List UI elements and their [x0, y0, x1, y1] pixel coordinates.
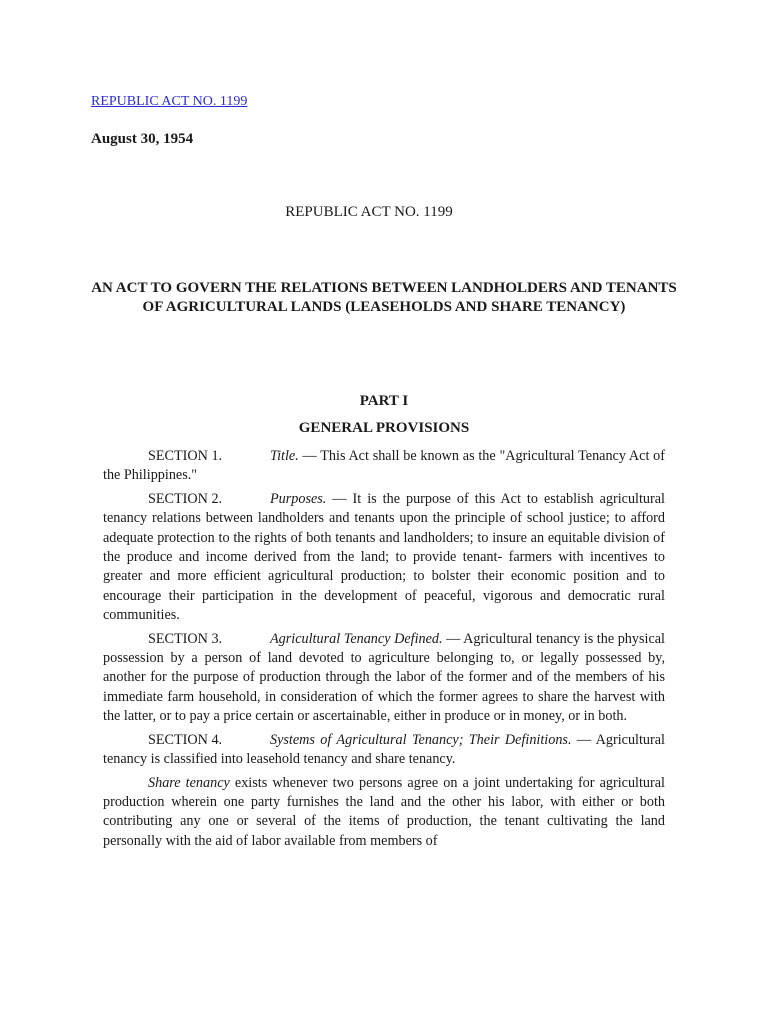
section-3-paragraph [103, 630, 665, 727]
section-3-label: SECTION 3. [148, 630, 223, 647]
act-date: August 30, 1954 [91, 131, 194, 147]
act-number-heading: REPUBLIC ACT NO. 1199 [285, 204, 453, 220]
part-title: GENERAL PROVISIONS [298, 420, 470, 436]
share-tenancy-text: exists whenever two persons agree on a joint undertaking for agricultural production wherein one party furnishes the land and the other his labor, with either or both contributing any one or several of the items of production, the tenant cultivating the land personally with the aid of labor available from members of [103, 774, 665, 849]
section-4-paragraph [103, 731, 665, 770]
share-tenancy-term: Share tenancy [148, 774, 230, 791]
share-tenancy-paragraph [103, 774, 665, 852]
section-2-paragraph [103, 490, 665, 626]
section-4-heading: Systems of Agricultural Tenancy; Their Definitions. [270, 731, 572, 748]
act-header-link[interactable]: REPUBLIC ACT NO. 1199 [91, 94, 248, 109]
section-4-label: SECTION 4. [148, 731, 223, 748]
section-1-paragraph [103, 447, 665, 486]
section-2-heading: Purposes. [270, 490, 327, 507]
document-body [103, 447, 665, 855]
section-3-text: — Agricultural tenancy is the physical possession by a person of land devoted to agriculture belonging to, or legally possessed by, another for the purpose of production through the labor of the former and of the members of his immediate farm household, in consideration of which the former agrees to share the harvest with the latter, or to pay a price certain or ascertainable, either in produce or in money, or in both. [103, 630, 665, 725]
section-1-label: SECTION 1. [148, 448, 223, 464]
section-1-heading: Title. [270, 448, 299, 464]
section-2-label: SECTION 2. [148, 490, 223, 507]
part-label: PART I [359, 393, 409, 409]
section-2-text: — It is the purpose of this Act to establish agricultural tenancy relations between landholders and tenants upon the principle of school justice; to afford adequate protection to the rights of both tenants and landholders; to insure an equitable division of the produce and income derived from the land; to provide tenant- farmers with incentives to greater and more efficient agricultural production; to bolster their economic position and to encourage their participation in the development of peaceful, vigorous and democratic rural communities. [103, 490, 665, 624]
act-title: AN ACT TO GOVERN THE RELATIONS BETWEEN LANDHOLDERS AND TENANTS OF AGRICULTURAL LANDS (LEASEHOLDS AND SHARE TENANCY) [91, 280, 677, 315]
section-4-text: — Agricultural tenancy is classified into leasehold tenancy and share tenancy. [103, 731, 665, 768]
section-3-heading: Agricultural Tenancy Defined. [270, 630, 443, 647]
section-1-text: — This Act shall be known as the "Agricultural Tenancy Act of the Philippines." [103, 448, 665, 484]
